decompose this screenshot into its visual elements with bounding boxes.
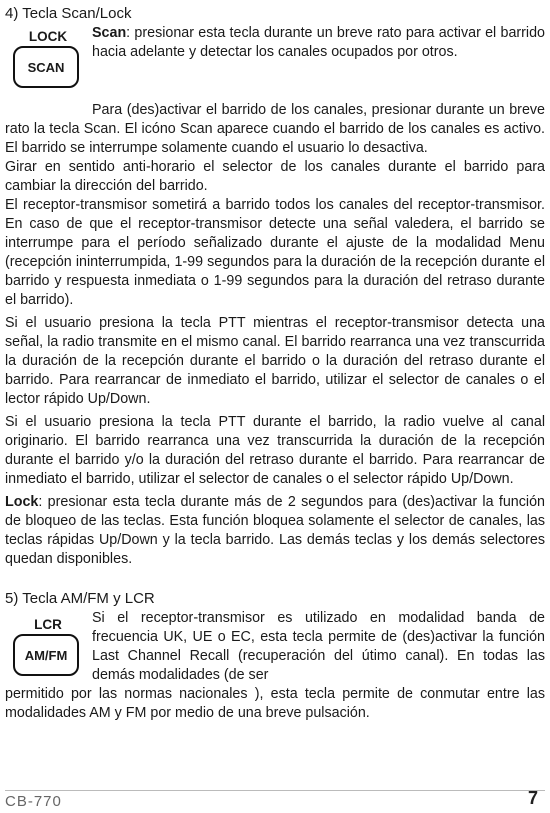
paragraph-ptt-scan: Si el usuario presiona la tecla PTT durante el barrido, la radio vuelve al canal originario. El barrido rearranca una vez transcurrida la duración de la recepción durante el barrido y/o la duración del retraso durante el barrido. Para rearrancar de inmediato el barrido, utilizar el selector de canales o el selector rápido Up/Down. [5,414,545,487]
amfm-description-continued: permitido por las normas nacionales ), esta tecla permite de conmutar entre las modalidades AM y FM por medio de una breve pulsación. [5,686,545,721]
paragraph-scan-all: El receptor-transmisor sometirá a barrido todos los canales del receptor-transmisor. En caso de que el receptor-transmisor detecte una señal valedera, el barrido se interrumpe para el período señalizado durante el ajuste de la modalidad Menu (recepción ininterrumpida, 1-99 segundos para la duración de la recepción durante el barrido y respuesta inmediata o 1-99 segundos para la duración del retraso durante el barrido). [5,197,545,308]
amfm-key-label: AM/FM [24,647,68,663]
paragraph-direction: Girar en sentido anti-horario el selector de los canales durante el barrido para cambiar la dirección del barrido. [5,159,545,194]
scan-term: Scan [92,25,127,41]
paragraph-lock [5,493,545,569]
scan-lock-key-block [5,24,545,101]
amfm-lcr-key-block [5,609,545,685]
scan-description [92,24,545,62]
lock-key-label: LOCK [28,29,68,44]
page-number: 7 [527,788,538,808]
amfm-description: Si el receptor-transmisor es utilizado en modalidad banda de frecuencia UK, UE o EC, esta tecla permite de (des)activar la función Last Channel Recall (recuperación del útimo canal). En todas las demás modalidades (de ser [92,610,545,683]
section-4-heading: 4) Tecla Scan/Lock [5,5,132,22]
lcr-key-label: LCR [34,617,62,632]
scan-key-icon [13,46,79,88]
paragraph-ptt-signal: Si el usuario presiona la tecla PTT mientras el receptor-transmisor detecta una señal, la radio transmite en el mismo canal. El barrido rearranca una vez transcurrida la duración de la recepción durante el barrido o la duración del retraso durante el barrido. Para rearrancar de inmediato el barrido, utilizar el selector de canales o el lector rápido Up/Down. [5,315,545,407]
scan-description-text: : presionar esta tecla durante un breve rato para activar el barrido hacia adelante y detectar los canales ocupados por otros. [92,25,545,60]
amfm-key-icon [13,634,79,676]
lock-description-text: : presionar esta tecla durante más de 2 segundos para (des)activar la función de bloqueo de las teclas. Esta función bloquea solamente el selector de canales, las teclas rápidas Up/Down y la tecla barrido. Las demás teclas y los demás selectores quedan disponibles. [5,494,545,567]
paragraph-scan-toggle-text: Para (des)activar el barrido de los canales, presionar durante un breve rato la tecla Scan. El icóno Scan aparece cuando el barrido de los canales es activo. El barrido se interrumpe solamente cuando el usuario lo desactiva. [5,102,545,156]
scan-key-label: SCAN [27,59,65,75]
footer-model: CB-770 [5,793,62,810]
section-5-heading: 5) Tecla AM/FM y LCR [5,590,155,607]
footer-divider [5,790,545,791]
lock-term: Lock [5,494,39,510]
manual-page [5,4,545,723]
paragraph-scan-toggle [5,101,545,158]
